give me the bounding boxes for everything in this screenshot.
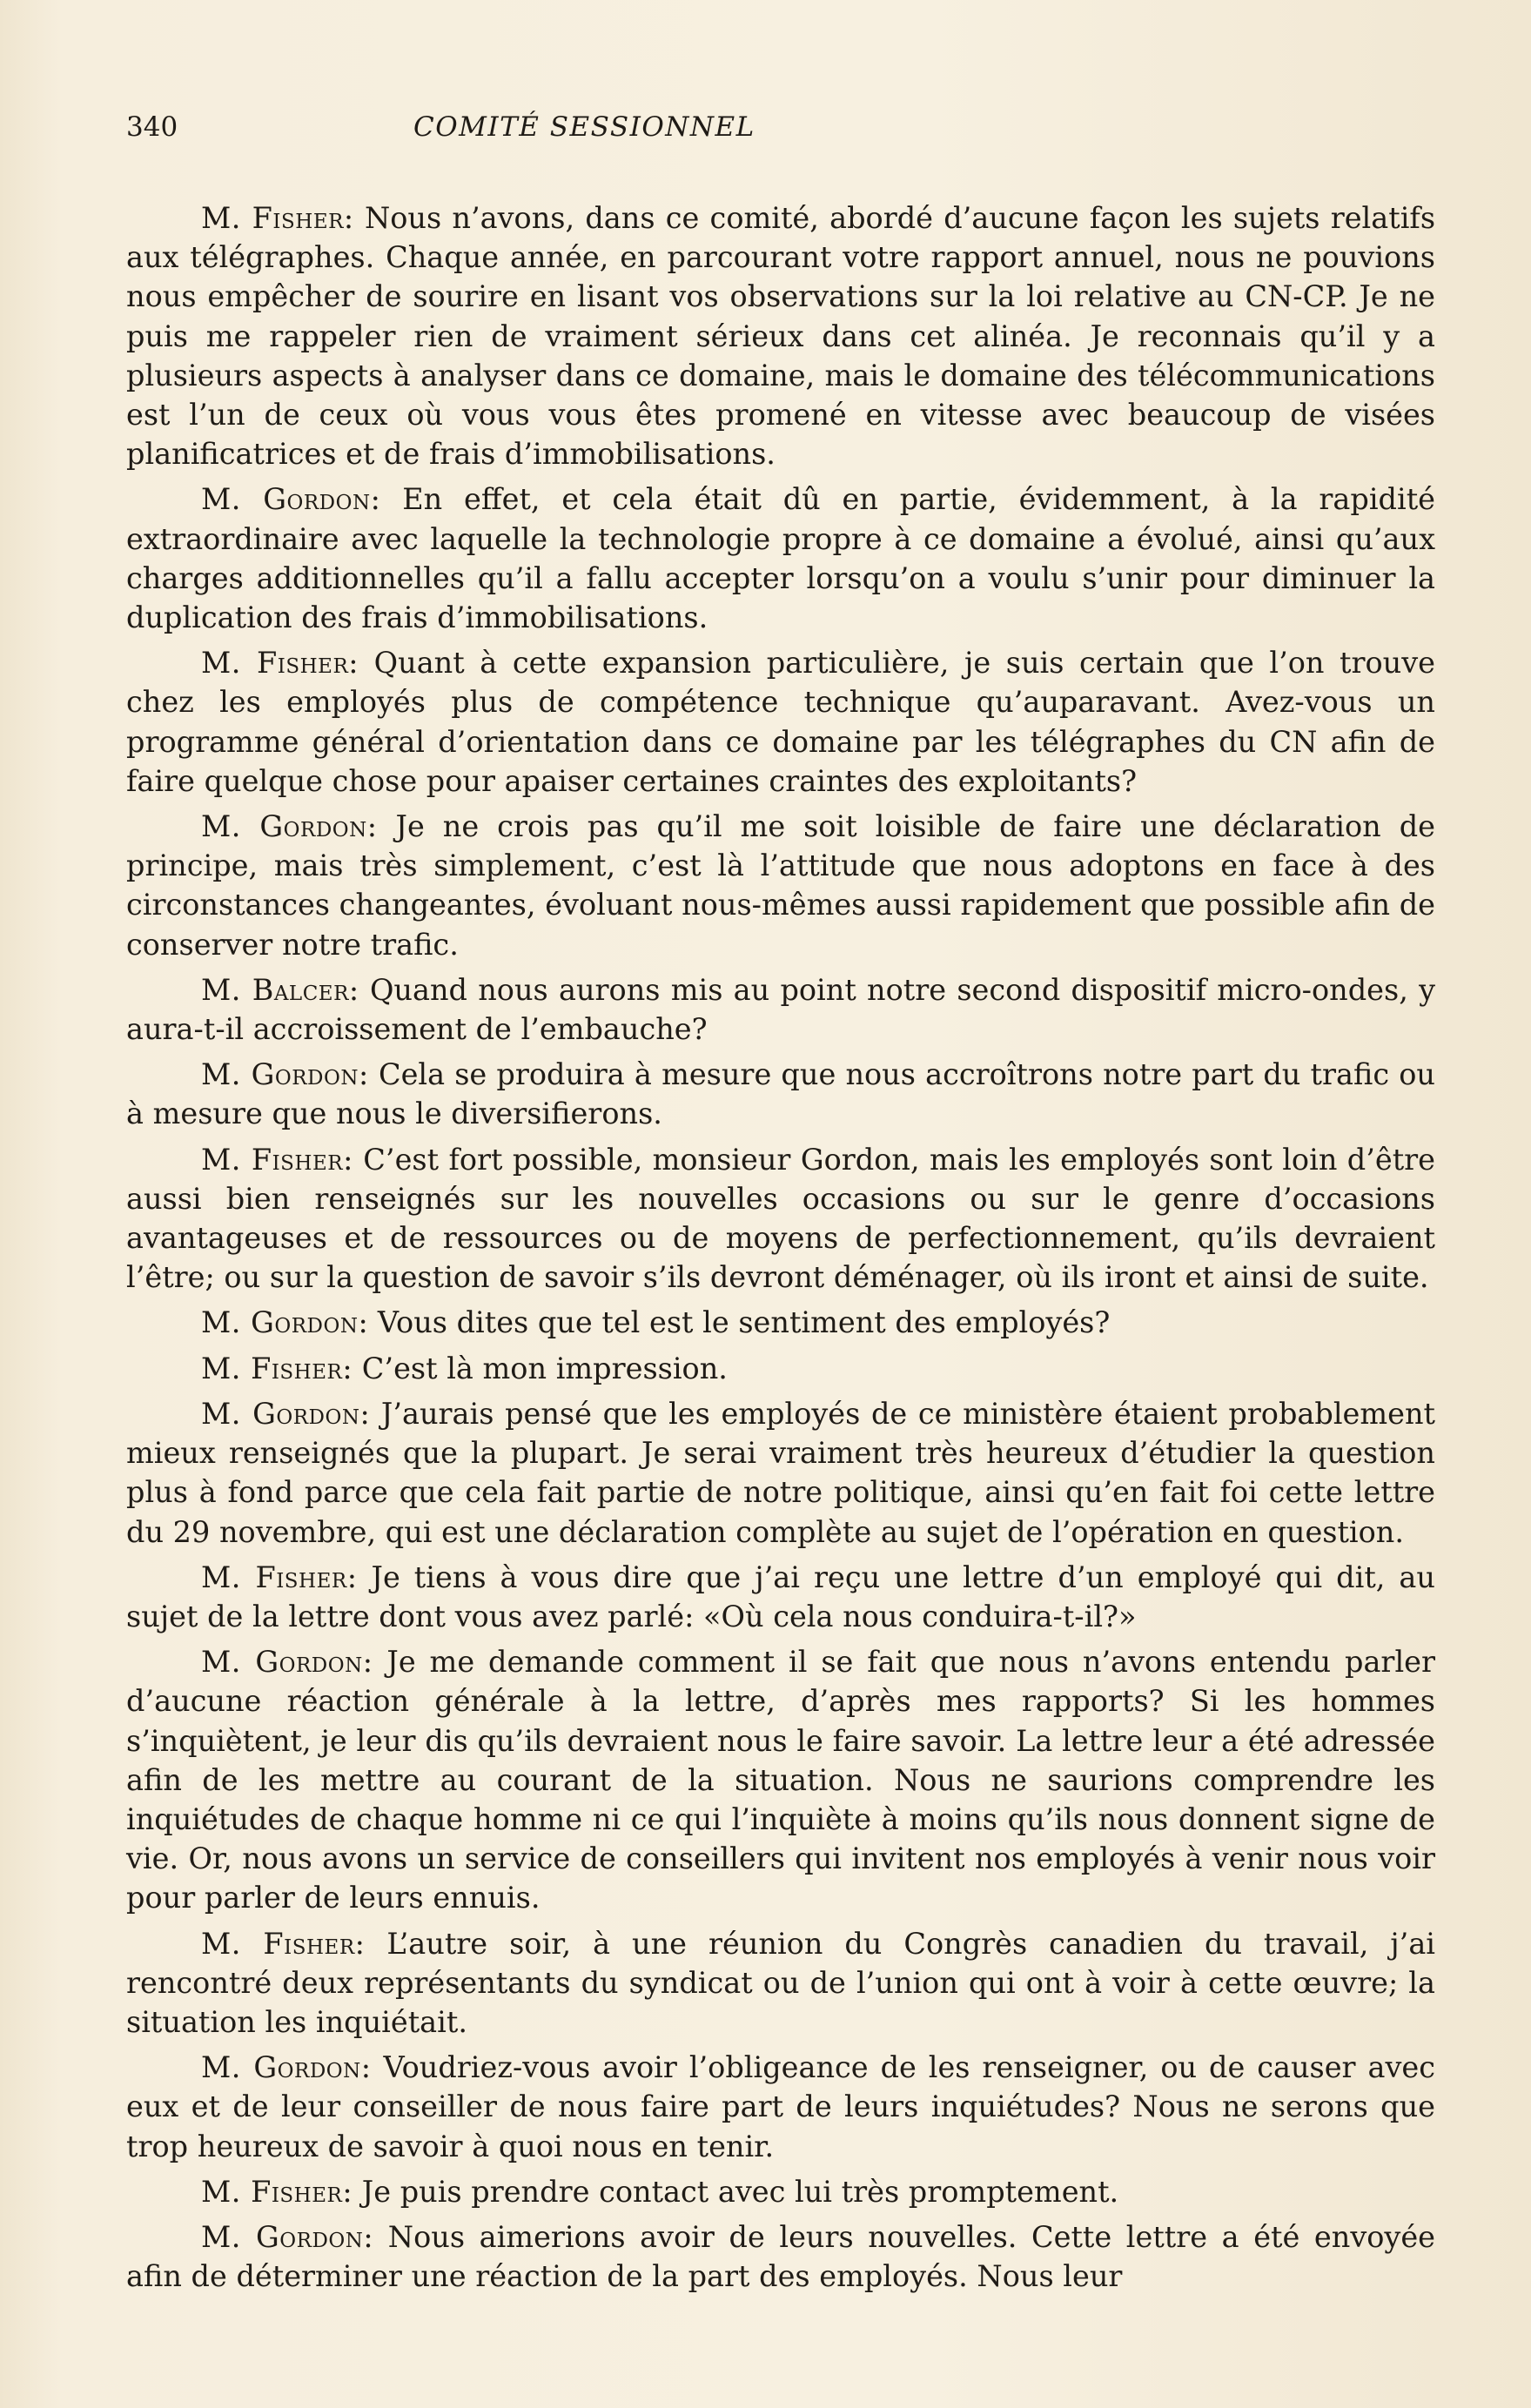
transcript-paragraph (126, 1303, 1435, 1342)
transcript-paragraph (126, 198, 1435, 473)
paragraph-text: Quant à cette expansion particulière, je suis certain que l’on trouve chez les employés plus de compétence technique qu’auparavant. Avez-vous un programme général d’orientation dans ce domaine par les télégraphes du CN afin de faire quelque chose pour apaiser certaines craintes des exploitants? (126, 646, 1436, 798)
transcript-paragraph (126, 970, 1435, 1049)
speaker-name: M. Gordon: (201, 1645, 373, 1680)
paragraph-text: Voudriez-vous avoir l’obligeance de les renseigner, ou de causer avec eux et de leur conseiller de nous faire part de leurs inquiétudes? Nous ne serons que trop heureux de savoir à quoi nous en tenir. (126, 2050, 1435, 2163)
transcript-paragraph (126, 2172, 1435, 2211)
speaker-name: M. Fisher: (201, 1142, 353, 1177)
speaker-name: M. Fisher: (201, 646, 359, 681)
paragraph-text: L’autre soir, à une réunion du Congrès canadien du travail, j’ai rencontré deux représentants du syndicat ou de l’union qui ont à voir à cette œuvre; la situation les inquiétait. (126, 1926, 1436, 2039)
paragraph-text: C’est là mon impression. (361, 1351, 728, 1385)
speaker-name: M. Gordon: (201, 1396, 371, 1431)
transcript-paragraph (126, 480, 1435, 637)
speaker-name: M. Gordon: (201, 1057, 369, 1092)
speaker-name: M. Gordon: (201, 2050, 372, 2085)
paragraph-text: Vous dites que tel est le sentiment des employés? (377, 1305, 1111, 1340)
transcript-paragraph (126, 1349, 1435, 1388)
paragraph-text: Je ne crois pas qu’il me soit loisible de faire une déclaration de principe, mais très simplement, c’est là l’attitude que nous adoptons en face à des circonstances changeantes, évoluant nous-mêmes aussi rapidement que possible afin de conserver notre trafic. (126, 809, 1435, 962)
transcript-paragraph (126, 2048, 1435, 2166)
speaker-name: M. Fisher: (201, 201, 354, 235)
paragraph-text: Je puis prendre contact avec lui très promptement. (361, 2174, 1119, 2209)
paragraph-text: Quand nous aurons mis au point notre second dispositif micro-ondes, y aura-t-il accroissement de l’embauche? (126, 972, 1436, 1047)
paragraph-text: Je me demande comment il se fait que nous n’avons entendu parler d’aucune réaction générale à la lettre, d’après mes rapports? Si les hommes s’inquiètent, je leur dis qu’ils devraient nous le faire savoir. La lettre leur a été adressée afin de les mettre au courant de la situation. Nous ne saurions comprendre les inquiétudes de chaque homme ni ce qui l’inquiète à moins qu’ils nous donnent signe de vie. Or, nous avons un service de conseillers qui invitent nos employés à venir nous voir pour parler de leurs ennuis. (126, 1645, 1435, 1915)
paragraph-text: Nous n’avons, dans ce comité, abordé d’aucune façon les sujets relatifs aux télégraphes. Chaque année, en parcourant votre rapport annuel, nous ne pouvions nous empêcher de sourire en lisant vos observations sur la loi relative au CN-CP. Je ne puis me rappeler rien de vraiment sérieux dans cet alinéa. Je reconnais qu’il y a plusieurs aspects à analyser dans ce domaine, mais le domaine des télécommunications est l’un de ceux où vous vous êtes promené en vitesse avec beaucoup de visées planificatrices et de frais d’immobilisations. (126, 201, 1436, 472)
transcript-paragraph (126, 1924, 1435, 2042)
speaker-name: M. Gordon: (201, 2219, 374, 2254)
transcript-paragraph (126, 1642, 1435, 1917)
speaker-name: M. Balcer: (201, 972, 359, 1007)
transcript-paragraph (126, 1055, 1435, 1133)
paragraph-text: Nous aimerions avoir de leurs nouvelles. Cette lettre a été envoyée afin de déterminer une réaction de la part des employés. Nous leur (126, 2219, 1435, 2294)
paragraph-text: C’est fort possible, monsieur Gordon, mais les employés sont loin d’être aussi bien renseignés sur les nouvelles occasions ou sur le genre d’occasions avantageuses et de ressources ou de moyens de perfectionnement, qu’ils devraient l’être; ou sur la question de savoir s’ils devront déménager, où ils iront et ainsi de suite. (126, 1142, 1436, 1295)
transcript-paragraph (126, 807, 1435, 964)
speaker-name: M. Fisher: (201, 1926, 366, 1961)
paragraph-text: Cela se produira à mesure que nous accroîtrons notre part du trafic ou à mesure que nous le diversifierons. (126, 1057, 1435, 1131)
paragraph-text: En effet, et cela était dû en partie, évidemment, à la rapidité extraordinaire avec laquelle la technologie propre à ce domaine a évolué, ainsi qu’aux charges additionnelles qu’il a fallu accepter lorsqu’on a voulu s’unir pour diminuer la duplication des frais d’immobilisations. (126, 482, 1435, 635)
paragraph-text: Je tiens à vous dire que j’ai reçu une lettre d’un employé qui dit, au sujet de la lettre dont vous avez parlé: «Où cela nous conduira-t-il?» (126, 1559, 1435, 1633)
speaker-name: M. Gordon: (201, 482, 381, 517)
page-header (126, 111, 1435, 160)
paragraph-text: J’aurais pensé que les employés de ce ministère étaient probablement mieux renseignés que la plupart. Je serai vraiment très heureux d’étudier la question plus à fond parce que cela fait partie de notre politique, ainsi qu’en fait foi cette lettre du 29 novembre, qui est une déclaration complète au sujet de l’opération en question. (126, 1396, 1435, 1549)
speaker-name: M. Fisher: (201, 1351, 353, 1385)
transcript-paragraph (126, 1394, 1435, 1552)
transcript-paragraph (126, 643, 1435, 801)
transcript-body (126, 198, 1435, 2296)
speaker-name: M. Gordon: (201, 809, 378, 844)
page-number: 340 (126, 111, 178, 143)
transcript-paragraph (126, 1558, 1435, 1636)
running-title: COMITÉ SESSIONNEL (413, 111, 755, 143)
speaker-name: M. Gordon: (201, 1305, 369, 1340)
transcript-paragraph (126, 2217, 1435, 2296)
speaker-name: M. Fisher: (201, 1559, 358, 1594)
transcript-paragraph (126, 1140, 1435, 1298)
speaker-name: M. Fisher: (201, 2174, 353, 2209)
